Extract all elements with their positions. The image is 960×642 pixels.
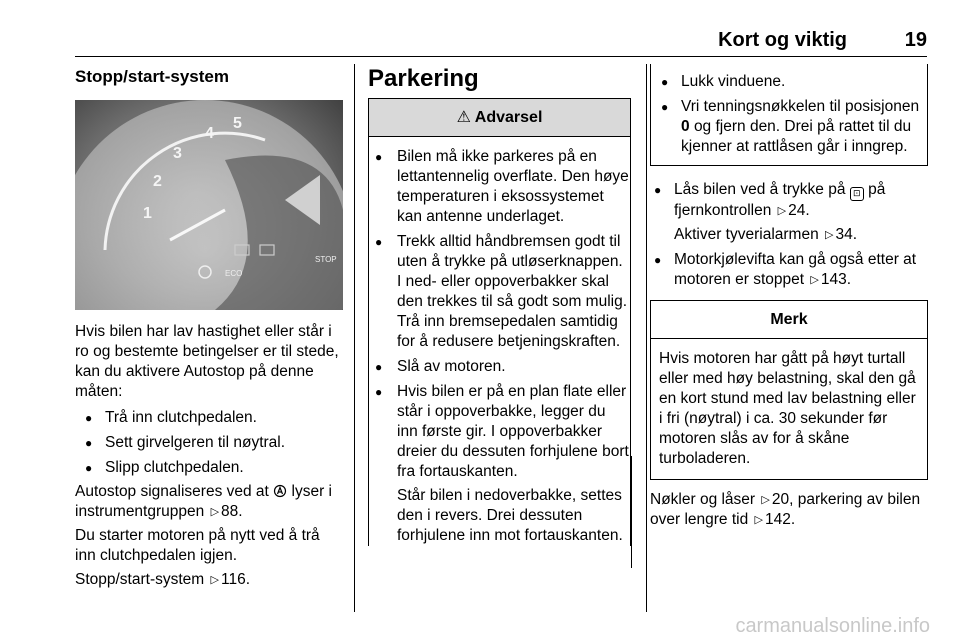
list-item: ● Lukk vinduene. (657, 72, 921, 92)
related-references: Nøkler og låser ▷ 20, parkering av bilen over lengre tid ▷ 142. (650, 491, 921, 528)
stop-start-intro: Hvis bilen har lav hastighet eller står i ro og bestemte betingelser er til stede, kan du aktivere Autostop på denne måten: (75, 323, 339, 400)
note-box-header: Merk (651, 301, 927, 339)
parking-steps (650, 180, 928, 290)
reference-arrow-icon: ▷ (210, 506, 220, 518)
eco-label: ECO (225, 269, 243, 278)
autostop-icon (273, 484, 287, 498)
lock-button-icon: ⊡ (850, 187, 864, 201)
list-item: ● Trå inn clutchpedalen. (75, 408, 343, 428)
gauge-label-4: 4 (205, 125, 214, 142)
gauge-label-5: 5 (233, 115, 242, 132)
list-item: ● Bilen må ikke parkeres på en lettantennelig overflate. Den høye temperaturen i eksossystemet kan antenne underlaget. (375, 147, 630, 227)
list-item: ● Lås bilen ved å trykke på ⊡ på fjernkontrollen ▷ 24. Aktiver tyverialarmen ▷ 34. (650, 180, 928, 245)
reference-arrow-icon: ▷ (810, 274, 819, 286)
chapter-title: Kort og viktig (718, 29, 847, 51)
reference-arrow-icon: ▷ (754, 514, 764, 526)
list-item: ● Sett girvelgeren til nøytral. (75, 433, 343, 453)
watermark: carmanualsonline.info (735, 615, 930, 637)
note-box-body: Hvis motoren har gått på høyt turtall eller med høy belastning, skal den gå en kort stund med lav belastning eller i fri (nøytral) i ca. 30 sekunder før motoren slås av for å skåne turboladeren. (659, 350, 916, 467)
gauge-label-1: 1 (143, 205, 152, 222)
stop-start-reference: Stopp/start-system ▷ 116. (75, 571, 251, 588)
reference-arrow-icon: ▷ (761, 494, 770, 506)
warning-list (375, 147, 630, 546)
list-item: ● Slå av motoren. (375, 357, 630, 377)
gauge-label-3: 3 (173, 145, 182, 162)
list-item: ● Vri tenningsnøkkelen til posisjonen 0 og fjern den. Drei på rattet til du kjenner at rattlåsen går i inngrep. (657, 97, 921, 157)
list-item: ● Slipp clutchpedalen. (75, 458, 343, 478)
warning-box-header (369, 99, 630, 137)
reference-arrow-icon: ▷ (825, 229, 834, 241)
warning-box-tail (631, 456, 632, 568)
page-reference-143[interactable]: 143. (820, 271, 852, 288)
warning-icon: ⚠ (456, 109, 471, 126)
reference-arrow-icon: ▷ (777, 205, 787, 217)
warning-box-continued (650, 64, 928, 166)
list-item: ● Motorkjølevifta kan gå også etter at motoren er stoppet ▷ 143. (650, 250, 928, 290)
page-number: 19 (904, 29, 927, 51)
page-reference-142[interactable]: 142. (765, 511, 796, 528)
alarm-text: Aktiver tyverialarmen ▷ 34. (674, 226, 858, 243)
column-parking (368, 64, 631, 546)
gauge-label-2: 2 (153, 173, 162, 190)
page-reference-20[interactable]: 20, parkering av bilen over lengre tid (650, 491, 921, 528)
stop-start-steps (75, 408, 343, 478)
stop-label: STOP (315, 255, 337, 264)
header-rule (75, 56, 927, 57)
warning-box (368, 98, 631, 546)
instrument-cluster-photo (75, 100, 343, 310)
page-reference-88[interactable]: 88. (221, 503, 243, 520)
page-header (75, 28, 927, 52)
warning-title: Advarsel (474, 109, 543, 126)
warning-list-continued (657, 72, 921, 157)
column-divider-2 (646, 64, 647, 612)
list-item: ● Trekk alltid håndbremsen godt til uten å trykke på utløserknappen. I ned- eller oppoverbakker skal den trekkes til så godt som mulig. Trå inn bremsepedalen samtidig for å redusere betjeningskraften. (375, 232, 630, 352)
reference-arrow-icon: ▷ (210, 574, 219, 586)
page-reference-24[interactable]: 24. (788, 202, 810, 219)
note-box (650, 300, 928, 480)
column-stop-start (75, 64, 343, 590)
section-title-stop-start: Stopp/start-system (75, 67, 229, 86)
section-title-parking: Parkering (368, 65, 479, 92)
column-divider-1 (354, 64, 355, 612)
warning-sub-text: Står bilen i nedoverbakke, settes den i revers. Drei dessuten forhjulene inn mot fortauskanten. (397, 487, 623, 544)
page-reference-34[interactable]: 34. (835, 226, 858, 243)
column-parking-continued (650, 64, 928, 530)
restart-text: Du starter motoren på nytt ved å trå inn clutchpedalen igjen. (75, 527, 320, 564)
page-reference-116[interactable]: 116. (221, 571, 251, 588)
autostop-signal-text: Autostop signaliseres ved at lyser i instrumentgruppen ▷ 88. (75, 483, 332, 520)
list-item: ● Hvis bilen er på en plan flate eller står i oppoverbakke, legger du inn første gir. I oppoverbakker dreier du dessuten forhjulene bort fra fortauskanten. Står bilen i nedoverbakke, settes den i revers. Drei dessuten forhjulene inn mot fortauskanten. (375, 382, 630, 546)
warning-box-body (369, 137, 630, 546)
